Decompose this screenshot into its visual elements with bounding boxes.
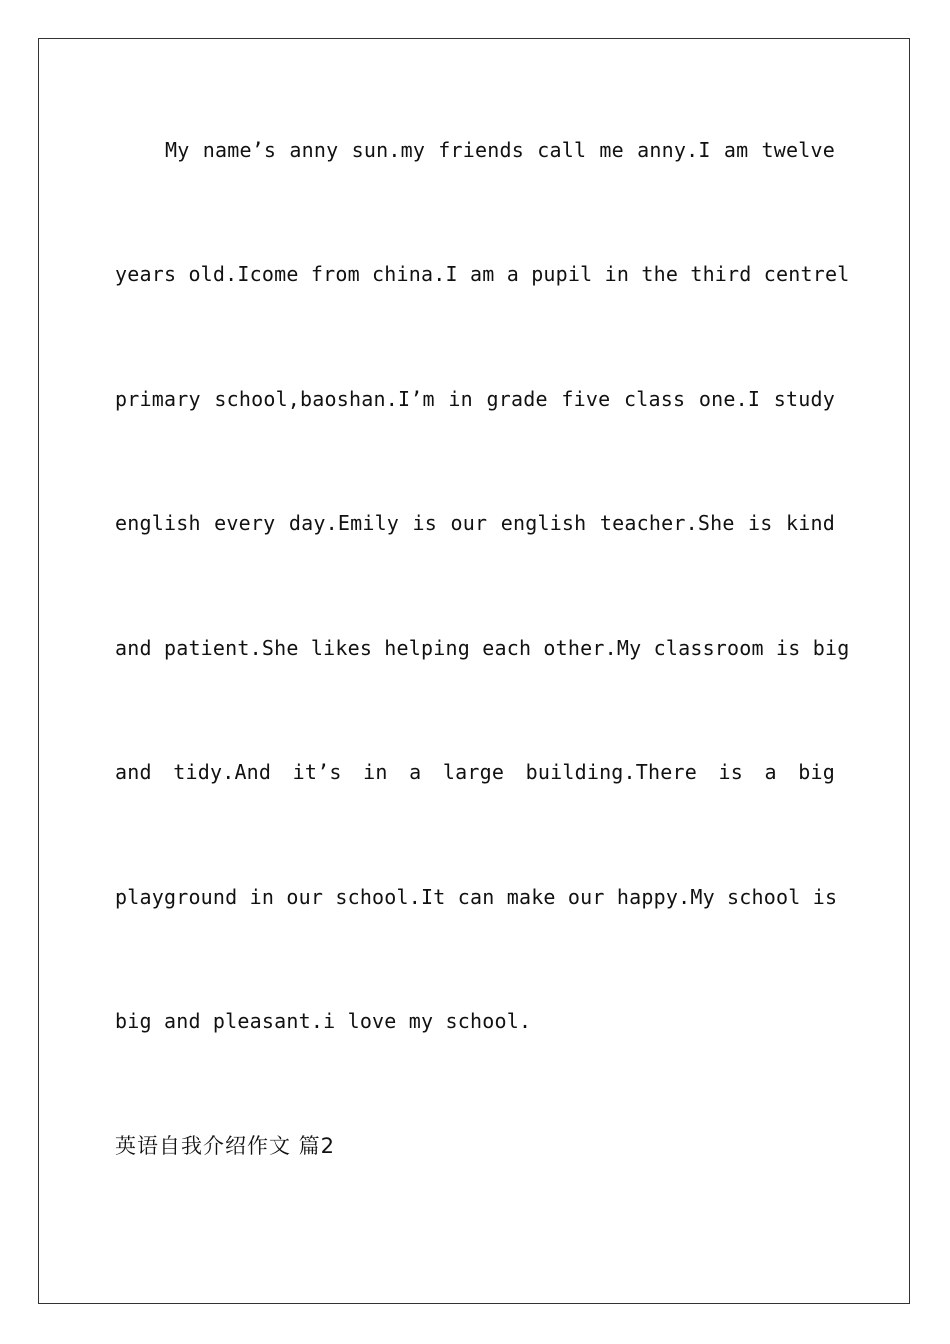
paragraph-line-6: and tidy.And it’s in a large building.There is a big	[115, 760, 835, 784]
page-frame	[38, 38, 910, 1304]
paragraph-line-2: years old.Icome from china.I am a pupil in the third centrel	[115, 262, 850, 286]
paragraph-line-8: big and pleasant.i love my school.	[115, 1009, 532, 1033]
paragraph-line-1: My name’s anny sun.my friends call me anny.I am twelve	[165, 138, 835, 162]
section-heading: 英语自我介绍作文 篇2	[115, 1134, 336, 1158]
paragraph-line-5: and patient.She likes helping each other.My classroom is big	[115, 636, 850, 660]
paragraph-line-7: playground in our school.It can make our happy.My school is	[115, 885, 838, 909]
paragraph-line-3: primary school,baoshan.I’m in grade five class one.I study	[115, 387, 835, 411]
paragraph-line-4: english every day.Emily is our english teacher.She is kind	[115, 511, 835, 535]
